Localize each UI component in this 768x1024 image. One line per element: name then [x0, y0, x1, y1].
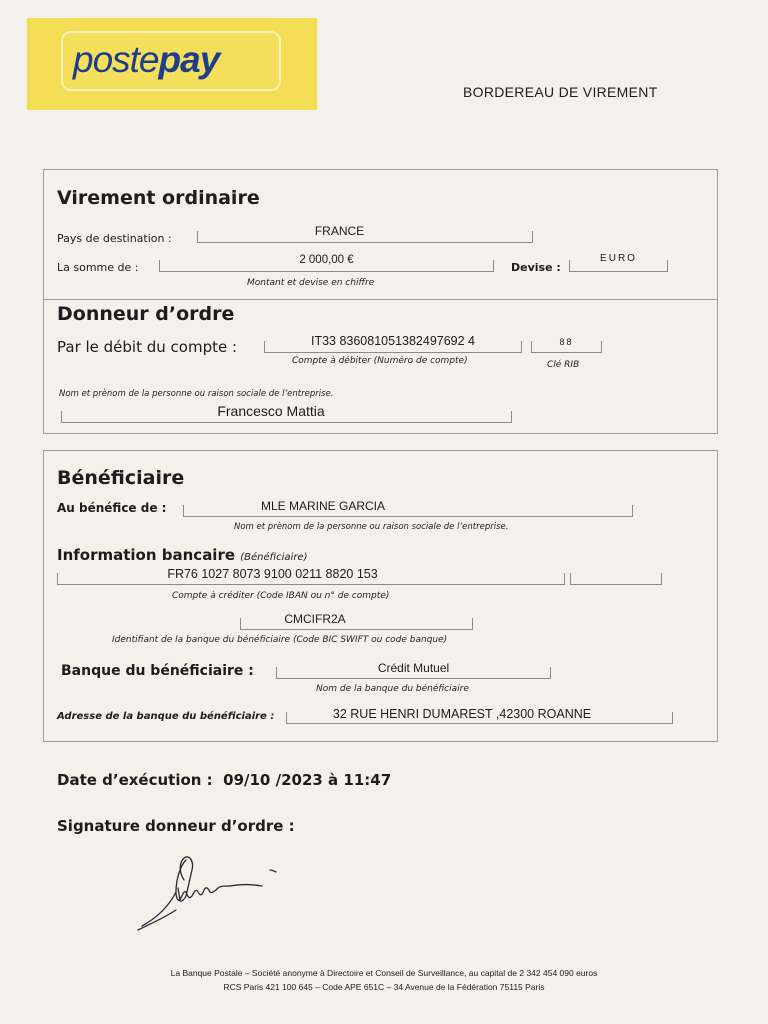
- devise-label: Devise :: [511, 261, 561, 274]
- info-bancaire-sub: (Bénéficiaire): [240, 552, 308, 563]
- execution-label: Date d’exécution :: [57, 771, 213, 789]
- banque-value: Crédit Mutuel: [377, 661, 450, 675]
- footer-line-2: RCS Paris 421 100 645 – Code APE 651C – 34 Avenue de la Fédération 75115 Paris: [223, 982, 545, 992]
- execution-date: [57, 771, 391, 789]
- footer-line-1: La Banque Postale – Société anonyme à Directoire et Conseil de Surveillance, au capital de 2 342 454 090 euros: [170, 968, 598, 978]
- iban-extra-field[interactable]: [570, 573, 662, 585]
- iban-value: FR76 1027 8073 9100 0211 8820 153: [167, 567, 378, 581]
- iban-hint: Compte à créditer (Code IBAN ou n° de compte): [172, 591, 390, 601]
- bic-hint: Identifiant de la banque du bénéficiaire (Code BIC SWIFT ou code banque): [112, 635, 448, 645]
- postepay-logo: [27, 18, 317, 110]
- devise-value: EURO: [600, 253, 637, 264]
- info-bancaire-heading: Information bancaire (Bénéficiaire): [57, 546, 308, 564]
- handwritten-signature: [130, 840, 300, 940]
- logo-text: postepay: [73, 39, 220, 80]
- cle-hint: Clé RIB: [547, 360, 580, 370]
- account-hint: Compte à débiter (Numéro de compte): [292, 356, 468, 366]
- somme-hint: Montant et devise en chiffre: [247, 278, 375, 288]
- donneur-heading: Donneur d’ordre: [57, 303, 235, 325]
- adresse-label: Adresse de la banque du bénéficiaire :: [57, 711, 275, 722]
- pays-value: FRANCE: [314, 224, 365, 238]
- logo-frame: [61, 31, 281, 91]
- cle-value: 88: [559, 337, 574, 347]
- pays-label: Pays de destination :: [57, 232, 172, 245]
- signature-label: Signature donneur d’ordre :: [57, 817, 295, 835]
- adresse-value: 32 RUE HENRI DUMAREST ,42300 ROANNE: [332, 707, 592, 721]
- au-benefice-label: Au bénéfice de :: [57, 501, 167, 515]
- benef-name-value: MLE MARINE GARCIA: [260, 499, 386, 513]
- banque-hint: Nom de la banque du bénéficiaire: [316, 684, 469, 694]
- somme-label: La somme de :: [57, 261, 139, 274]
- donneur-name-value: Francesco Mattia: [217, 403, 325, 419]
- bic-value: CMCIFR2A: [284, 612, 346, 626]
- somme-value: 2 000,00 €: [299, 254, 354, 266]
- account-value: IT33 836081051382497692 4: [310, 334, 476, 348]
- execution-value: 09/10 /2023 à 11:47: [223, 771, 392, 789]
- document-title: BORDEREAU DE VIREMENT: [463, 84, 658, 100]
- banque-label: Banque du bénéficiaire :: [61, 663, 254, 679]
- donneur-name-hint: Nom et prènom de la personne ou raison sociale de l’entreprise.: [59, 389, 334, 399]
- debit-label: Par le débit du compte :: [57, 338, 238, 356]
- beneficiaire-heading: Bénéficiaire: [57, 467, 185, 489]
- virement-heading: Virement ordinaire: [57, 187, 260, 209]
- benef-name-hint: Nom et prènom de la personne ou raison sociale de l’entreprise.: [234, 522, 509, 532]
